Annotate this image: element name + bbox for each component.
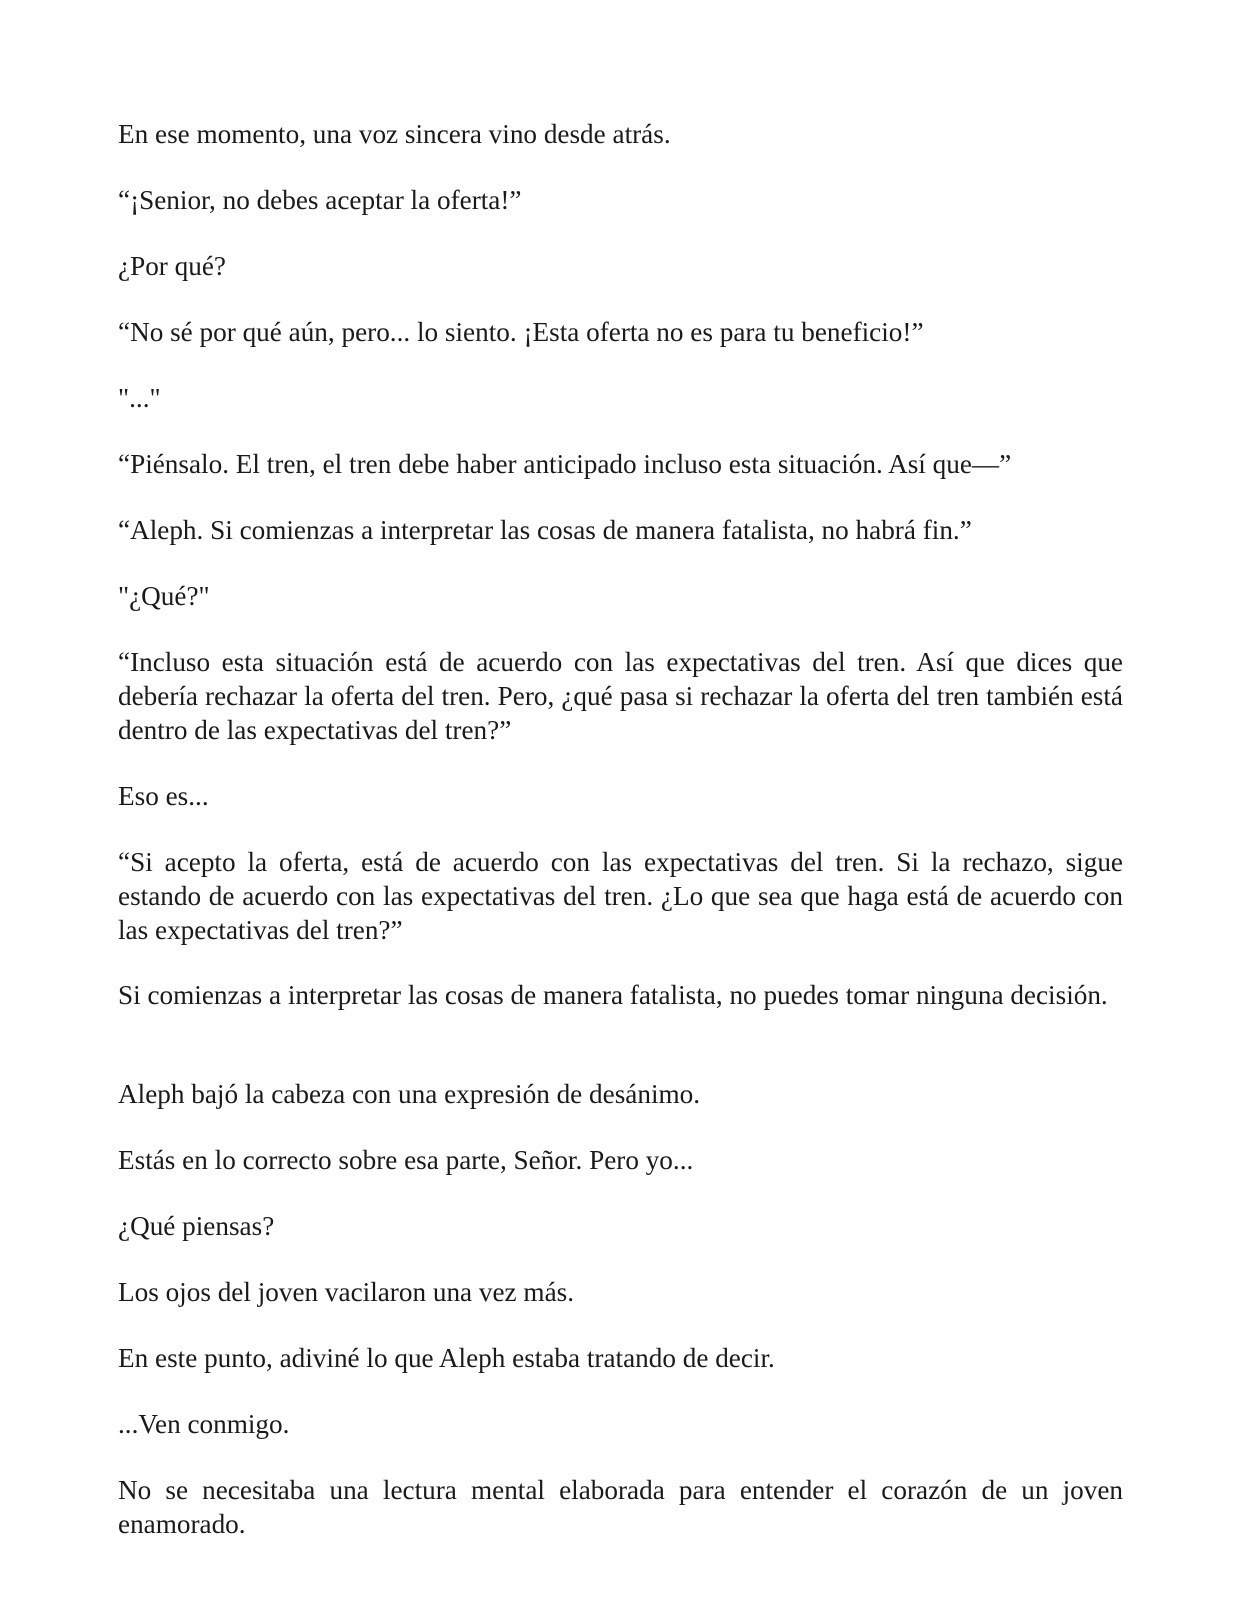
paragraph-8: "¿Qué?" — [118, 581, 210, 611]
paragraph-19: No se necesitaba una lectura mental elaborada para entender el corazón de un joven enamorado. — [118, 1475, 1123, 1539]
paragraph-16: Los ojos del joven vacilaron una vez más. — [118, 1277, 575, 1307]
paragraph-10: Eso es... — [118, 781, 209, 811]
paragraph-11: “Si acepto la oferta, está de acuerdo con las expectativas del tren. Si la rechazo, sigue estando de acuerdo con las expectativas del tren. ¿Lo que sea que haga está de acuerdo con las expectativas del tren?” — [118, 847, 1123, 945]
paragraph-14: Estás en lo correcto sobre esa parte, Señor. Pero yo... — [118, 1145, 694, 1175]
paragraph-3: ¿Por qué? — [118, 251, 226, 281]
paragraph-7: “Aleph. Si comienzas a interpretar las cosas de manera fatalista, no habrá fin.” — [118, 515, 972, 545]
paragraph-18: ...Ven conmigo. — [118, 1409, 290, 1439]
paragraph-1: En ese momento, una voz sincera vino desde atrás. — [118, 119, 671, 149]
paragraph-6: “Piénsalo. El tren, el tren debe haber anticipado incluso esta situación. Así que—” — [118, 449, 1012, 479]
paragraph-15: ¿Qué piensas? — [118, 1211, 275, 1241]
paragraph-12: Si comienzas a interpretar las cosas de manera fatalista, no puedes tomar ninguna decisión. — [118, 980, 1108, 1010]
paragraph-17: En este punto, adiviné lo que Aleph estaba tratando de decir. — [118, 1343, 775, 1373]
paragraph-2: “¡Senior, no debes aceptar la oferta!” — [118, 185, 522, 215]
paragraph-4: “No sé por qué aún, pero... lo siento. ¡Esta oferta no es para tu beneficio!” — [118, 317, 924, 347]
paragraph-9: “Incluso esta situación está de acuerdo con las expectativas del tren. Así que dices que debería rechazar la oferta del tren. Pero, ¿qué pasa si rechazar la oferta del tren también está dentro de las expectativas del tren?” — [118, 647, 1123, 745]
document-page — [118, 0, 1123, 1617]
paragraph-13: Aleph bajó la cabeza con una expresión de desánimo. — [118, 1079, 701, 1109]
paragraph-5: "..." — [118, 383, 161, 413]
